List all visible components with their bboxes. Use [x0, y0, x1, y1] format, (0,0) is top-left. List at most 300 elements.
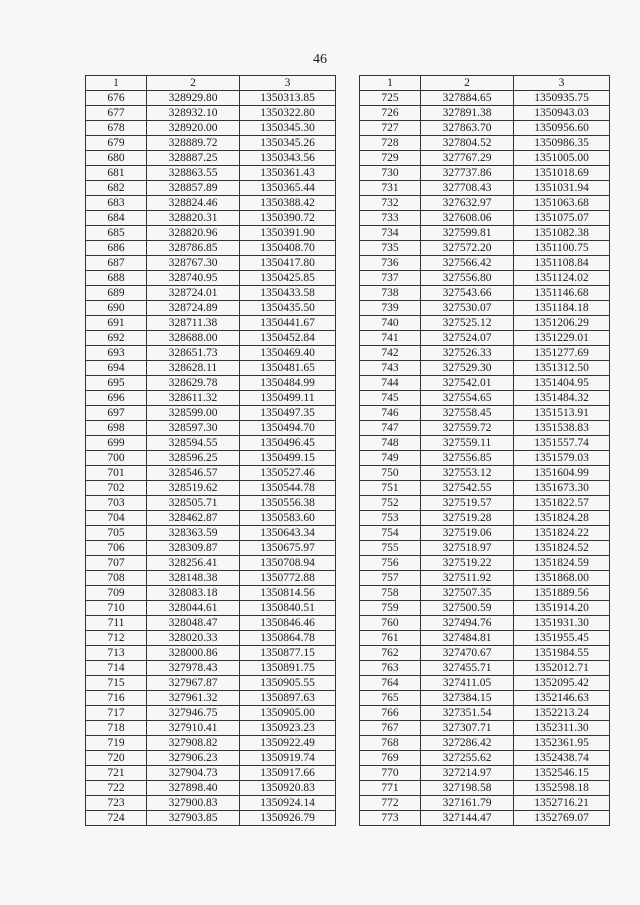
point-number-cell: 766 — [360, 706, 421, 721]
y-coordinate-cell: 1350388.42 — [240, 196, 336, 211]
table-row — [360, 781, 610, 796]
point-number-cell: 720 — [86, 751, 147, 766]
y-coordinate-cell: 1351484.32 — [514, 391, 610, 406]
table-row — [360, 556, 610, 571]
point-number-cell: 698 — [86, 421, 147, 436]
y-coordinate-cell: 1352095.42 — [514, 676, 610, 691]
point-number-cell: 707 — [86, 556, 147, 571]
point-number-cell: 768 — [360, 736, 421, 751]
point-number-cell: 753 — [360, 511, 421, 526]
point-number-cell: 688 — [86, 271, 147, 286]
x-coordinate-cell: 327455.71 — [421, 661, 514, 676]
point-number-cell: 771 — [360, 781, 421, 796]
x-coordinate-cell: 328309.87 — [147, 541, 240, 556]
point-number-cell: 734 — [360, 226, 421, 241]
y-coordinate-cell: 1350425.85 — [240, 271, 336, 286]
x-coordinate-cell: 328519.62 — [147, 481, 240, 496]
column-header-3: 3 — [240, 76, 336, 91]
point-number-cell: 737 — [360, 271, 421, 286]
y-coordinate-cell: 1352311.30 — [514, 721, 610, 736]
x-coordinate-cell: 328857.89 — [147, 181, 240, 196]
y-coordinate-cell: 1351931.30 — [514, 616, 610, 631]
x-coordinate-cell: 327804.52 — [421, 136, 514, 151]
point-number-cell: 763 — [360, 661, 421, 676]
x-coordinate-cell: 327530.07 — [421, 301, 514, 316]
x-coordinate-cell: 327708.43 — [421, 181, 514, 196]
point-number-cell: 699 — [86, 436, 147, 451]
point-number-cell: 692 — [86, 331, 147, 346]
point-number-cell: 681 — [86, 166, 147, 181]
y-coordinate-cell: 1350556.38 — [240, 496, 336, 511]
y-coordinate-cell: 1352716.21 — [514, 796, 610, 811]
x-coordinate-cell: 327519.57 — [421, 496, 514, 511]
point-number-cell: 706 — [86, 541, 147, 556]
table-row — [360, 496, 610, 511]
point-number-cell: 694 — [86, 361, 147, 376]
point-number-cell: 715 — [86, 676, 147, 691]
x-coordinate-cell: 327161.79 — [421, 796, 514, 811]
table-row — [360, 331, 610, 346]
point-number-cell: 764 — [360, 676, 421, 691]
y-coordinate-cell: 1350643.34 — [240, 526, 336, 541]
y-coordinate-cell: 1351108.84 — [514, 256, 610, 271]
point-number-cell: 750 — [360, 466, 421, 481]
table-row — [86, 286, 336, 301]
point-number-cell: 683 — [86, 196, 147, 211]
x-coordinate-cell: 328597.30 — [147, 421, 240, 436]
x-coordinate-cell: 327494.76 — [421, 616, 514, 631]
x-coordinate-cell: 328599.00 — [147, 406, 240, 421]
y-coordinate-cell: 1350840.51 — [240, 601, 336, 616]
x-coordinate-cell: 327891.38 — [421, 106, 514, 121]
point-number-cell: 712 — [86, 631, 147, 646]
x-coordinate-cell: 327255.62 — [421, 751, 514, 766]
y-coordinate-cell: 1350441.67 — [240, 316, 336, 331]
x-coordinate-cell: 328724.89 — [147, 301, 240, 316]
table-row — [360, 151, 610, 166]
table-row — [86, 391, 336, 406]
table-row — [86, 301, 336, 316]
table-row — [86, 316, 336, 331]
table-row — [86, 811, 336, 826]
point-number-cell: 719 — [86, 736, 147, 751]
y-coordinate-cell: 1351889.56 — [514, 586, 610, 601]
table-row — [360, 406, 610, 421]
x-coordinate-cell: 328000.86 — [147, 646, 240, 661]
table-row — [86, 256, 336, 271]
table-row — [86, 106, 336, 121]
point-number-cell: 680 — [86, 151, 147, 166]
table-row — [360, 691, 610, 706]
x-coordinate-cell: 327307.71 — [421, 721, 514, 736]
point-number-cell: 690 — [86, 301, 147, 316]
x-coordinate-cell: 328044.61 — [147, 601, 240, 616]
table-row — [86, 766, 336, 781]
point-number-cell: 721 — [86, 766, 147, 781]
x-coordinate-cell: 327518.97 — [421, 541, 514, 556]
table-row — [360, 211, 610, 226]
y-coordinate-cell: 1350922.49 — [240, 736, 336, 751]
point-number-cell: 732 — [360, 196, 421, 211]
y-coordinate-cell: 1350905.55 — [240, 676, 336, 691]
table-row — [86, 601, 336, 616]
y-coordinate-cell: 1350417.80 — [240, 256, 336, 271]
coordinates-table-left — [85, 75, 336, 826]
point-number-cell: 689 — [86, 286, 147, 301]
y-coordinate-cell: 1351082.38 — [514, 226, 610, 241]
x-coordinate-cell: 327511.92 — [421, 571, 514, 586]
x-coordinate-cell: 328594.55 — [147, 436, 240, 451]
x-coordinate-cell: 328083.18 — [147, 586, 240, 601]
table-row — [360, 646, 610, 661]
table-row — [86, 241, 336, 256]
table-row — [360, 736, 610, 751]
table-row — [360, 706, 610, 721]
table-row — [360, 511, 610, 526]
table-row — [86, 181, 336, 196]
x-coordinate-cell: 327543.66 — [421, 286, 514, 301]
y-coordinate-cell: 1350481.65 — [240, 361, 336, 376]
point-number-cell: 762 — [360, 646, 421, 661]
table-row — [86, 616, 336, 631]
column-header-2: 2 — [421, 76, 514, 91]
y-coordinate-cell: 1350433.58 — [240, 286, 336, 301]
x-coordinate-cell: 327286.42 — [421, 736, 514, 751]
x-coordinate-cell: 327524.07 — [421, 331, 514, 346]
x-coordinate-cell: 328363.59 — [147, 526, 240, 541]
table-row — [360, 796, 610, 811]
y-coordinate-cell: 1351513.91 — [514, 406, 610, 421]
point-number-cell: 696 — [86, 391, 147, 406]
y-coordinate-cell: 1350905.00 — [240, 706, 336, 721]
x-coordinate-cell: 327411.05 — [421, 676, 514, 691]
x-coordinate-cell: 327519.06 — [421, 526, 514, 541]
y-coordinate-cell: 1351955.45 — [514, 631, 610, 646]
point-number-cell: 716 — [86, 691, 147, 706]
y-coordinate-cell: 1350919.74 — [240, 751, 336, 766]
point-number-cell: 702 — [86, 481, 147, 496]
y-coordinate-cell: 1351063.68 — [514, 196, 610, 211]
point-number-cell: 735 — [360, 241, 421, 256]
y-coordinate-cell: 1352438.74 — [514, 751, 610, 766]
table-row — [360, 466, 610, 481]
y-coordinate-cell: 1352146.63 — [514, 691, 610, 706]
x-coordinate-cell: 327470.67 — [421, 646, 514, 661]
y-coordinate-cell: 1351824.22 — [514, 526, 610, 541]
y-coordinate-cell: 1351604.99 — [514, 466, 610, 481]
y-coordinate-cell: 1350920.83 — [240, 781, 336, 796]
x-coordinate-cell: 328889.72 — [147, 136, 240, 151]
point-number-cell: 685 — [86, 226, 147, 241]
table-row — [360, 121, 610, 136]
point-number-cell: 714 — [86, 661, 147, 676]
table-row — [86, 376, 336, 391]
x-coordinate-cell: 327384.15 — [421, 691, 514, 706]
table-row — [360, 286, 610, 301]
x-coordinate-cell: 327904.73 — [147, 766, 240, 781]
table-row — [86, 481, 336, 496]
table-row — [86, 466, 336, 481]
y-coordinate-cell: 1350391.90 — [240, 226, 336, 241]
point-number-cell: 691 — [86, 316, 147, 331]
x-coordinate-cell: 328929.80 — [147, 91, 240, 106]
point-number-cell: 754 — [360, 526, 421, 541]
table-row — [360, 136, 610, 151]
y-coordinate-cell: 1350452.84 — [240, 331, 336, 346]
y-coordinate-cell: 1350943.03 — [514, 106, 610, 121]
y-coordinate-cell: 1350313.85 — [240, 91, 336, 106]
y-coordinate-cell: 1352769.07 — [514, 811, 610, 826]
y-coordinate-cell: 1351277.69 — [514, 346, 610, 361]
y-coordinate-cell: 1351822.57 — [514, 496, 610, 511]
table-row — [86, 631, 336, 646]
point-number-cell: 747 — [360, 421, 421, 436]
y-coordinate-cell: 1351146.68 — [514, 286, 610, 301]
column-header-1: 1 — [86, 76, 147, 91]
table-row — [86, 796, 336, 811]
table-row — [86, 556, 336, 571]
table-row — [360, 181, 610, 196]
x-coordinate-cell: 327144.47 — [421, 811, 514, 826]
table-body-left — [86, 91, 336, 826]
x-coordinate-cell: 327559.11 — [421, 436, 514, 451]
table-row — [86, 511, 336, 526]
point-number-cell: 748 — [360, 436, 421, 451]
point-number-cell: 751 — [360, 481, 421, 496]
x-coordinate-cell: 327198.58 — [421, 781, 514, 796]
table-header-row — [86, 76, 336, 91]
table-row — [360, 676, 610, 691]
y-coordinate-cell: 1351914.20 — [514, 601, 610, 616]
x-coordinate-cell: 327908.82 — [147, 736, 240, 751]
x-coordinate-cell: 327529.30 — [421, 361, 514, 376]
x-coordinate-cell: 327554.65 — [421, 391, 514, 406]
table-row — [86, 691, 336, 706]
point-number-cell: 760 — [360, 616, 421, 631]
y-coordinate-cell: 1351557.74 — [514, 436, 610, 451]
point-number-cell: 749 — [360, 451, 421, 466]
x-coordinate-cell: 328767.30 — [147, 256, 240, 271]
x-coordinate-cell: 328920.00 — [147, 121, 240, 136]
table-row — [360, 196, 610, 211]
point-number-cell: 736 — [360, 256, 421, 271]
y-coordinate-cell: 1352546.15 — [514, 766, 610, 781]
x-coordinate-cell: 327967.87 — [147, 676, 240, 691]
point-number-cell: 773 — [360, 811, 421, 826]
table-row — [360, 451, 610, 466]
x-coordinate-cell: 328611.32 — [147, 391, 240, 406]
table-row — [360, 106, 610, 121]
column-header-1: 1 — [360, 76, 421, 91]
x-coordinate-cell: 327978.43 — [147, 661, 240, 676]
x-coordinate-cell: 327884.65 — [421, 91, 514, 106]
table-row — [360, 91, 610, 106]
table-header-row — [360, 76, 610, 91]
point-number-cell: 746 — [360, 406, 421, 421]
point-number-cell: 752 — [360, 496, 421, 511]
y-coordinate-cell: 1350361.43 — [240, 166, 336, 181]
y-coordinate-cell: 1350708.94 — [240, 556, 336, 571]
point-number-cell: 701 — [86, 466, 147, 481]
table-row — [86, 436, 336, 451]
x-coordinate-cell: 328628.11 — [147, 361, 240, 376]
table-row — [360, 571, 610, 586]
x-coordinate-cell: 327542.55 — [421, 481, 514, 496]
x-coordinate-cell: 327558.45 — [421, 406, 514, 421]
table-row — [86, 781, 336, 796]
point-number-cell: 676 — [86, 91, 147, 106]
x-coordinate-cell: 327526.33 — [421, 346, 514, 361]
table-row — [360, 226, 610, 241]
x-coordinate-cell: 327519.22 — [421, 556, 514, 571]
x-coordinate-cell: 327559.72 — [421, 421, 514, 436]
y-coordinate-cell: 1350345.30 — [240, 121, 336, 136]
y-coordinate-cell: 1350917.66 — [240, 766, 336, 781]
table-row — [360, 256, 610, 271]
point-number-cell: 765 — [360, 691, 421, 706]
point-number-cell: 761 — [360, 631, 421, 646]
table-row — [86, 736, 336, 751]
point-number-cell: 731 — [360, 181, 421, 196]
point-number-cell: 725 — [360, 91, 421, 106]
point-number-cell: 729 — [360, 151, 421, 166]
table-row — [86, 421, 336, 436]
column-header-2: 2 — [147, 76, 240, 91]
y-coordinate-cell: 1350390.72 — [240, 211, 336, 226]
y-coordinate-cell: 1351673.30 — [514, 481, 610, 496]
y-coordinate-cell: 1351018.69 — [514, 166, 610, 181]
point-number-cell: 700 — [86, 451, 147, 466]
x-coordinate-cell: 327906.23 — [147, 751, 240, 766]
point-number-cell: 740 — [360, 316, 421, 331]
point-number-cell: 738 — [360, 286, 421, 301]
point-number-cell: 722 — [86, 781, 147, 796]
y-coordinate-cell: 1350814.56 — [240, 586, 336, 601]
point-number-cell: 711 — [86, 616, 147, 631]
y-coordinate-cell: 1351984.55 — [514, 646, 610, 661]
table-row — [86, 586, 336, 601]
table-row — [86, 121, 336, 136]
x-coordinate-cell: 327898.40 — [147, 781, 240, 796]
y-coordinate-cell: 1350343.56 — [240, 151, 336, 166]
y-coordinate-cell: 1350923.23 — [240, 721, 336, 736]
point-number-cell: 682 — [86, 181, 147, 196]
y-coordinate-cell: 1350469.40 — [240, 346, 336, 361]
point-number-cell: 709 — [86, 586, 147, 601]
table-row — [360, 616, 610, 631]
y-coordinate-cell: 1352598.18 — [514, 781, 610, 796]
x-coordinate-cell: 328596.25 — [147, 451, 240, 466]
x-coordinate-cell: 327910.41 — [147, 721, 240, 736]
column-header-3: 3 — [514, 76, 610, 91]
x-coordinate-cell: 327556.80 — [421, 271, 514, 286]
point-number-cell: 759 — [360, 601, 421, 616]
table-row — [360, 481, 610, 496]
y-coordinate-cell: 1350435.50 — [240, 301, 336, 316]
table-row — [86, 676, 336, 691]
y-coordinate-cell: 1350986.35 — [514, 136, 610, 151]
point-number-cell: 756 — [360, 556, 421, 571]
table-row — [86, 211, 336, 226]
y-coordinate-cell: 1352361.95 — [514, 736, 610, 751]
table-row — [360, 346, 610, 361]
y-coordinate-cell: 1350497.35 — [240, 406, 336, 421]
point-number-cell: 697 — [86, 406, 147, 421]
y-coordinate-cell: 1350877.15 — [240, 646, 336, 661]
table-row — [360, 271, 610, 286]
page-number: 46 — [313, 52, 327, 67]
y-coordinate-cell: 1351538.83 — [514, 421, 610, 436]
table-row — [360, 241, 610, 256]
x-coordinate-cell: 328863.55 — [147, 166, 240, 181]
coordinates-table-right — [359, 75, 610, 826]
y-coordinate-cell: 1350499.11 — [240, 391, 336, 406]
point-number-cell: 742 — [360, 346, 421, 361]
y-coordinate-cell: 1351124.02 — [514, 271, 610, 286]
point-number-cell: 767 — [360, 721, 421, 736]
x-coordinate-cell: 327542.01 — [421, 376, 514, 391]
table-row — [86, 406, 336, 421]
y-coordinate-cell: 1350499.15 — [240, 451, 336, 466]
table-row — [360, 721, 610, 736]
y-coordinate-cell: 1350345.26 — [240, 136, 336, 151]
table-row — [86, 331, 336, 346]
x-coordinate-cell: 328462.87 — [147, 511, 240, 526]
y-coordinate-cell: 1350864.78 — [240, 631, 336, 646]
y-coordinate-cell: 1350544.78 — [240, 481, 336, 496]
x-coordinate-cell: 327961.32 — [147, 691, 240, 706]
table-row — [360, 631, 610, 646]
table-row — [86, 361, 336, 376]
y-coordinate-cell: 1350956.60 — [514, 121, 610, 136]
point-number-cell: 693 — [86, 346, 147, 361]
y-coordinate-cell: 1350496.45 — [240, 436, 336, 451]
table-row — [360, 376, 610, 391]
point-number-cell: 733 — [360, 211, 421, 226]
point-number-cell: 717 — [86, 706, 147, 721]
x-coordinate-cell: 327351.54 — [421, 706, 514, 721]
y-coordinate-cell: 1351824.52 — [514, 541, 610, 556]
x-coordinate-cell: 327767.29 — [421, 151, 514, 166]
table-row — [360, 391, 610, 406]
point-number-cell: 677 — [86, 106, 147, 121]
y-coordinate-cell: 1350583.60 — [240, 511, 336, 526]
table-row — [86, 571, 336, 586]
x-coordinate-cell: 327519.28 — [421, 511, 514, 526]
x-coordinate-cell: 327737.86 — [421, 166, 514, 181]
x-coordinate-cell: 328932.10 — [147, 106, 240, 121]
x-coordinate-cell: 327507.35 — [421, 586, 514, 601]
x-coordinate-cell: 328048.47 — [147, 616, 240, 631]
x-coordinate-cell: 328724.01 — [147, 286, 240, 301]
y-coordinate-cell: 1350675.97 — [240, 541, 336, 556]
y-coordinate-cell: 1352213.24 — [514, 706, 610, 721]
table-row — [360, 751, 610, 766]
x-coordinate-cell: 327484.81 — [421, 631, 514, 646]
table-row — [360, 601, 610, 616]
x-coordinate-cell: 327525.12 — [421, 316, 514, 331]
table-row — [360, 361, 610, 376]
point-number-cell: 745 — [360, 391, 421, 406]
point-number-cell: 687 — [86, 256, 147, 271]
table-row — [86, 196, 336, 211]
point-number-cell: 730 — [360, 166, 421, 181]
x-coordinate-cell: 327572.20 — [421, 241, 514, 256]
point-number-cell: 769 — [360, 751, 421, 766]
x-coordinate-cell: 327903.85 — [147, 811, 240, 826]
x-coordinate-cell: 327946.75 — [147, 706, 240, 721]
point-number-cell: 724 — [86, 811, 147, 826]
